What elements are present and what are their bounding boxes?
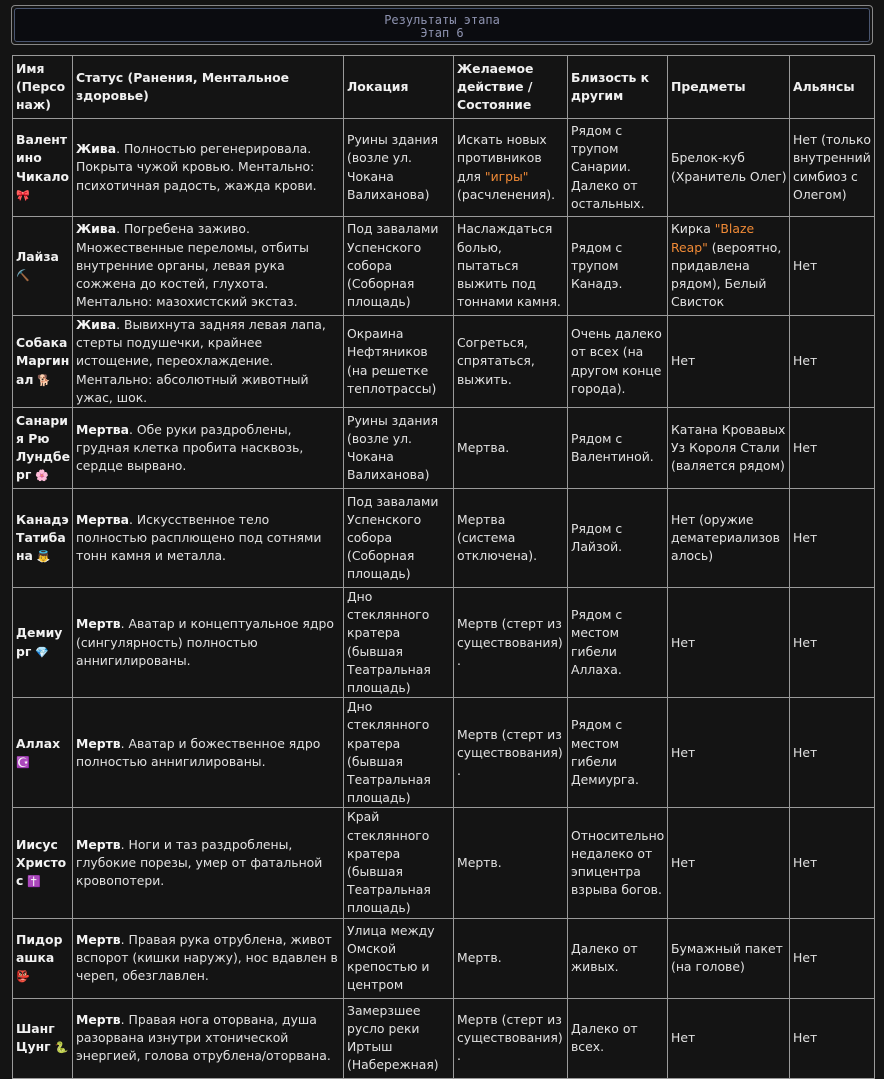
location-cell: Под завалами Успенского собора (Соборная площадь) <box>344 489 454 588</box>
character-name-cell <box>13 918 73 998</box>
column-header-items: Предметы <box>668 56 790 119</box>
character-name: Иисус Христос <box>16 836 67 889</box>
items-text: Нет <box>671 854 696 870</box>
action-cell <box>454 998 568 1078</box>
items-text: Нет <box>671 1030 696 1046</box>
character-emoji-icon: 🐕 <box>37 373 52 387</box>
results-table <box>12 55 875 1079</box>
character-name: Канадэ Татибана <box>16 511 69 564</box>
status-text: . Правая рука отрублена, живот вспорот (кишки наружу), нос вдавлен в череп, обезглавлен. <box>76 931 338 984</box>
alliances-cell: Нет <box>790 588 875 698</box>
table-row <box>13 698 875 808</box>
character-emoji-icon: 👺 <box>16 970 30 984</box>
stage-header-title: Результаты этапа <box>384 13 500 27</box>
items-text: Бумажный пакет (на голове) <box>671 940 783 975</box>
status-label: Мертва <box>76 511 129 527</box>
items-cell <box>668 918 790 998</box>
character-name: Собака Маргинал <box>16 335 70 387</box>
table-row <box>13 217 875 316</box>
action-cell <box>454 698 568 808</box>
alliances-cell: Нет <box>790 998 875 1078</box>
action-text: Искать новых противников для <box>457 132 547 184</box>
action-text: Мертва (система отключена). <box>457 511 538 564</box>
character-name: Демиург <box>16 625 63 659</box>
items-cell <box>668 408 790 489</box>
status-label: Жива <box>76 221 117 237</box>
column-header-name: Имя (Персонаж) <box>13 56 73 119</box>
items-cell <box>668 119 790 217</box>
action-cell <box>454 588 568 698</box>
status-text: . Искусственное тело полностью расплющено под сотнями тонн камня и металла. <box>76 511 322 564</box>
items-text-end: (вероятно, придавлена рядом), Белый Свисток <box>671 239 782 310</box>
items-text: Нет <box>671 353 696 369</box>
status-text: . Правая нога оторвана, душа разорвана изнутри хтонической энергией, голова отрублена/оторвана. <box>76 1011 331 1064</box>
location-cell: Руины здания (возле ул. Чокана Валиханова) <box>344 119 454 217</box>
status-cell <box>73 408 344 489</box>
status-label: Мертв <box>76 735 121 751</box>
status-cell <box>73 588 344 698</box>
status-label: Жива <box>76 141 117 157</box>
alliances-cell: Нет <box>790 698 875 808</box>
action-text: Мертв. <box>457 950 502 966</box>
items-cell <box>668 588 790 698</box>
character-name: Пидорашка <box>16 931 63 966</box>
status-label: Жива <box>76 317 117 332</box>
column-header-alliances: Альянсы <box>790 56 875 119</box>
status-text: . Аватар и божественное ядро полностью аннигилированы. <box>76 735 321 769</box>
character-name: Валентино Чикало <box>16 132 70 184</box>
proximity-cell: Относительно недалеко от эпицентра взрыва богов. <box>568 808 668 918</box>
action-text: Мертва. <box>457 439 510 455</box>
items-cell <box>668 217 790 316</box>
items-cell <box>668 698 790 808</box>
status-cell <box>73 808 344 918</box>
items-text: Нет <box>671 634 696 650</box>
status-text: . Полностью регенерировала. Покрыта чужой кровью. Ментально: психотичная радость, жажда крови. <box>76 141 317 193</box>
table-row <box>13 408 875 489</box>
character-emoji-icon: 🎀 <box>16 188 30 202</box>
location-cell: Окраина Нефтяников (на решетке теплотрассы) <box>344 316 454 408</box>
action-text: Мертв (стерт из существования). <box>457 726 563 778</box>
action-cell <box>454 217 568 316</box>
alliances-cell: Нет <box>790 918 875 998</box>
table-row <box>13 119 875 217</box>
character-emoji-icon: 🐍 <box>54 1041 69 1055</box>
proximity-cell: Рядом с Лайзой. <box>568 489 668 588</box>
column-header-location: Локация <box>344 56 454 119</box>
status-cell <box>73 489 344 588</box>
proximity-cell: Рядом с трупом Канадэ. <box>568 217 668 316</box>
status-text: . Ноги и таз раздроблены, глубокие порезы, умер от фатальной кровопотери. <box>76 836 323 889</box>
status-cell <box>73 698 344 808</box>
table-row <box>13 918 875 998</box>
status-cell <box>73 316 344 408</box>
action-cell <box>454 489 568 588</box>
proximity-cell: Рядом с трупом Санарии. Далеко от остальных. <box>568 119 668 217</box>
column-header-status: Статус (Ранения, Ментальное здоровье) <box>73 56 344 119</box>
stage-header-subtitle: Этап 6 <box>420 26 464 40</box>
character-name: Шанг Цунг <box>16 1020 55 1055</box>
table-row <box>13 808 875 918</box>
alliances-cell: Нет <box>790 408 875 489</box>
action-cell <box>454 316 568 408</box>
character-emoji-icon: ✝️ <box>27 875 42 889</box>
stage-header-frame <box>11 5 873 45</box>
action-text: Мертв (стерт из существования). <box>457 616 563 668</box>
alliances-cell: Нет (только внутренний симбиоз с Олегом) <box>790 119 875 217</box>
table-header-row <box>13 56 875 119</box>
character-name-cell <box>13 489 73 588</box>
character-name: Аллах <box>16 735 61 751</box>
items-text: Кирка <box>671 221 715 237</box>
status-text: . Вывихнута задняя левая лапа, стерты подушечки, крайнее истощение, переохлаждение. Ментально: абсолютный животный ужас, шок. <box>76 317 326 405</box>
action-text-end: (расчленения). <box>457 186 556 202</box>
action-text: Наслаждаться болью, пытаться выжить под тоннами камня. <box>457 221 561 310</box>
location-cell: Край стеклянного кратера (бывшая Театральная площадь) <box>344 808 454 918</box>
status-text: . Обе руки раздроблены, грудная клетка пробита насквозь, сердце вырвано. <box>76 421 304 474</box>
character-name-cell <box>13 808 73 918</box>
status-cell <box>73 119 344 217</box>
status-label: Мертв <box>76 616 121 632</box>
items-text: Катана Кровавых Уз Короля Стали (валяется рядом) <box>671 421 786 474</box>
table-row <box>13 588 875 698</box>
location-cell: Дно стеклянного кратера (бывшая Театральная площадь) <box>344 588 454 698</box>
items-text: Нет <box>671 744 696 760</box>
column-header-action: Желаемое действие / Состояние <box>454 56 568 119</box>
status-cell <box>73 217 344 316</box>
action-text: Согреться, спрятаться, выжить. <box>457 335 535 387</box>
column-header-proximity: Близость к другим <box>568 56 668 119</box>
proximity-cell: Далеко от живых. <box>568 918 668 998</box>
status-label: Мертв <box>76 836 121 852</box>
status-text: . Погребена заживо. Множественные переломы, отбиты внутренние органы, левая рука сожжена до костей, глухота. Ментально: мазохистский экстаз. <box>76 221 309 310</box>
proximity-cell: Очень далеко от всех (на другом конце города). <box>568 316 668 408</box>
table-row <box>13 998 875 1078</box>
character-name-cell <box>13 408 73 489</box>
status-cell <box>73 918 344 998</box>
character-name-cell <box>13 588 73 698</box>
character-name-cell <box>13 698 73 808</box>
proximity-cell: Рядом с местом гибели Демиурга. <box>568 698 668 808</box>
proximity-cell: Рядом с Валентиной. <box>568 408 668 489</box>
status-text: . Аватар и концептуальное ядро (сингулярность) полностью аннигилированы. <box>76 616 334 668</box>
status-label: Мертв <box>76 931 121 947</box>
action-text: Мертв (стерт из существования). <box>457 1011 563 1064</box>
status-label: Мертв <box>76 1011 121 1027</box>
character-name-cell <box>13 998 73 1078</box>
action-highlight: "игры" <box>484 168 529 184</box>
location-cell: Руины здания (возле ул. Чокана Валиханова) <box>344 408 454 489</box>
location-cell: Замерзшее русло реки Иртыш (Набережная) <box>344 998 454 1078</box>
location-cell: Дно стеклянного кратера (бывшая Театральная площадь) <box>344 698 454 808</box>
character-name-cell <box>13 119 73 217</box>
alliances-cell: Нет <box>790 489 875 588</box>
action-cell <box>454 119 568 217</box>
character-emoji-icon: ⛏️ <box>16 269 30 282</box>
status-label: Мертва <box>76 421 129 437</box>
character-emoji-icon: 💎 <box>35 645 49 659</box>
items-text: Нет (оружие дематериализовалось) <box>671 511 780 564</box>
action-cell <box>454 918 568 998</box>
action-text: Мертв. <box>457 854 502 870</box>
items-text: Брелок-куб (Хранитель Олег) <box>671 150 787 184</box>
action-cell <box>454 408 568 489</box>
proximity-cell: Далеко от всех. <box>568 998 668 1078</box>
character-name: Лайза <box>16 248 59 264</box>
items-cell <box>668 998 790 1078</box>
stage-header <box>14 8 870 42</box>
items-cell <box>668 316 790 408</box>
action-cell <box>454 808 568 918</box>
items-cell <box>668 489 790 588</box>
alliances-cell: Нет <box>790 217 875 316</box>
location-cell: Под завалами Успенского собора (Соборная площадь) <box>344 217 454 316</box>
items-highlight: "Blaze Reap" <box>671 221 755 255</box>
alliances-cell: Нет <box>790 808 875 918</box>
character-emoji-icon: ☪️ <box>16 755 30 769</box>
character-emoji-icon: 👼 <box>36 550 51 564</box>
character-name-cell <box>13 217 73 316</box>
character-name-cell <box>13 316 73 408</box>
table-row <box>13 489 875 588</box>
proximity-cell: Рядом с местом гибели Аллаха. <box>568 588 668 698</box>
status-cell <box>73 998 344 1078</box>
alliances-cell: Нет <box>790 316 875 408</box>
items-cell <box>668 808 790 918</box>
character-emoji-icon: 🌸 <box>35 469 49 483</box>
table-row <box>13 316 875 408</box>
character-name: Санария Рю Лундберг <box>16 412 70 483</box>
location-cell: Улица между Омской крепостью и центром <box>344 918 454 998</box>
